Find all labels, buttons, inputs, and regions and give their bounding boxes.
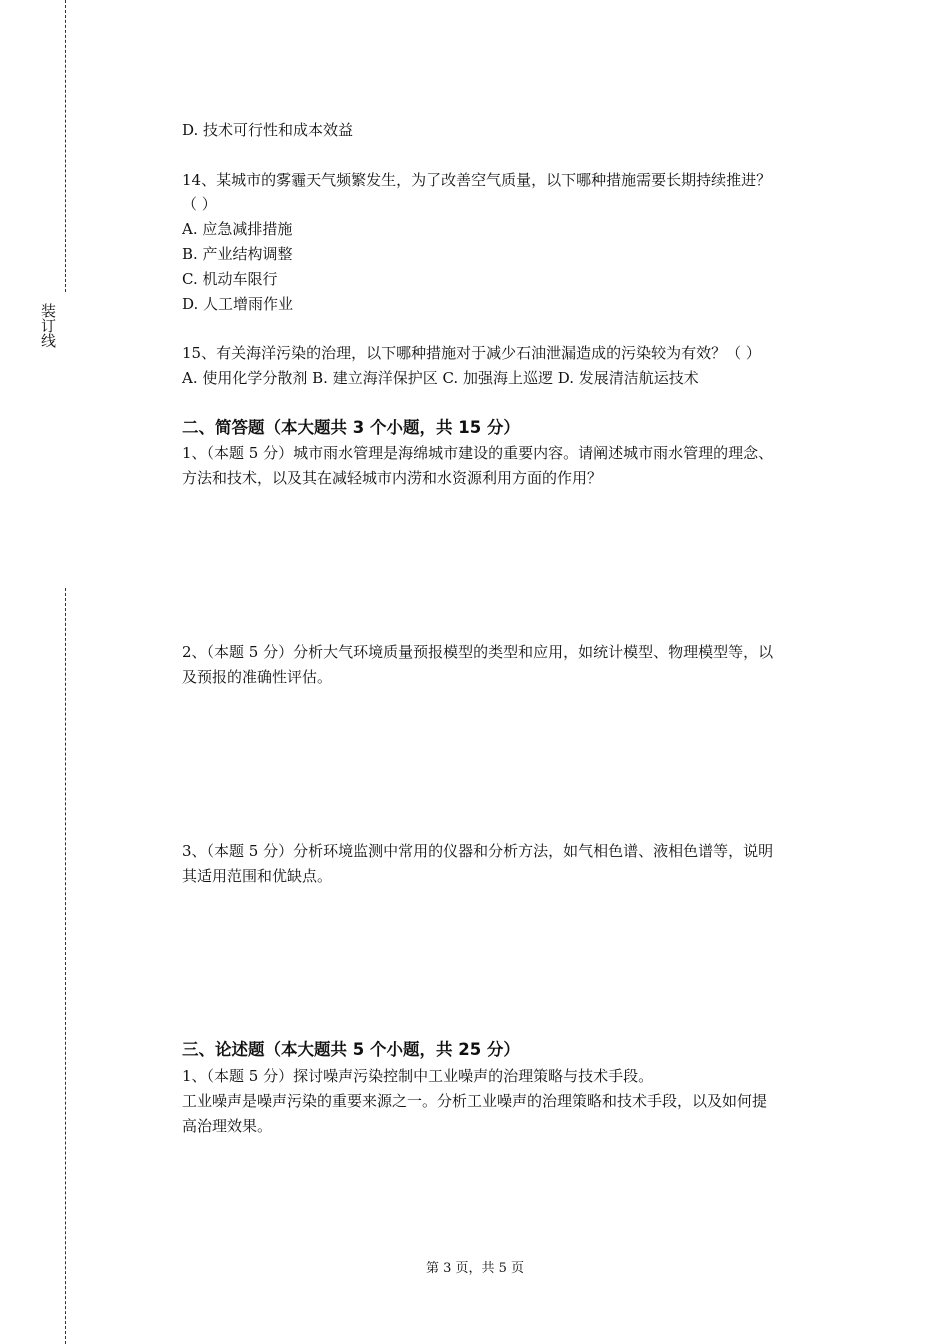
s3-q1-title: 1、（本题 5 分）探讨噪声污染控制中工业噪声的治理策略与技术手段。 bbox=[182, 1067, 654, 1085]
q14-blank: （ ） bbox=[182, 195, 217, 213]
s3-q1-body-line2: 高治理效果。 bbox=[182, 1117, 273, 1135]
q14-option-c: C. 机动车限行 bbox=[182, 270, 278, 288]
s2-q1-line1: 1、（本题 5 分）城市雨水管理是海绵城市建设的重要内容。请阐述城市雨水管理的理念、 bbox=[182, 444, 774, 462]
s2-q2-line2: 及预报的准确性评估。 bbox=[182, 668, 333, 686]
section3-heading: 三、论述题（本大题共 5 个小题，共 25 分） bbox=[182, 1040, 520, 1059]
s2-q2-line1: 2、（本题 5 分）分析大气环境质量预报模型的类型和应用，如统计模型、物理模型等，以 bbox=[182, 643, 774, 661]
q15-stem: 15、有关海洋污染的治理，以下哪种措施对于减少石油泄漏造成的污染较为有效？（ ） bbox=[182, 344, 761, 362]
q14-option-d: D. 人工增雨作业 bbox=[182, 295, 294, 313]
s2-q1-line2: 方法和技术，以及其在减轻城市内涝和水资源利用方面的作用？ bbox=[182, 469, 603, 487]
binding-line-top bbox=[65, 0, 66, 292]
q14-option-a: A. 应急减排措施 bbox=[182, 220, 293, 238]
binding-label: 装订线 bbox=[39, 303, 57, 348]
q13-option-d: D. 技术可行性和成本效益 bbox=[182, 121, 354, 139]
q14-option-b: B. 产业结构调整 bbox=[182, 245, 293, 263]
s3-q1-body-line1: 工业噪声是噪声污染的重要来源之一。分析工业噪声的治理策略和技术手段，以及如何提 bbox=[182, 1092, 768, 1110]
binding-line-bottom bbox=[65, 588, 66, 1344]
q15-options: A. 使用化学分散剂 B. 建立海洋保护区 C. 加强海上巡逻 D. 发展清洁航运技术 bbox=[182, 369, 699, 387]
page-footer: 第 3 页，共 5 页 bbox=[425, 1261, 525, 1276]
s2-q3-line2: 其适用范围和优缺点。 bbox=[182, 867, 333, 885]
section2-heading: 二、简答题（本大题共 3 个小题，共 15 分） bbox=[182, 418, 520, 437]
q14-stem: 14、某城市的雾霾天气频繁发生，为了改善空气质量，以下哪种措施需要长期持续推进？ bbox=[182, 171, 772, 189]
s2-q3-line1: 3、（本题 5 分）分析环境监测中常用的仪器和分析方法，如气相色谱、液相色谱等，说明 bbox=[182, 842, 774, 860]
